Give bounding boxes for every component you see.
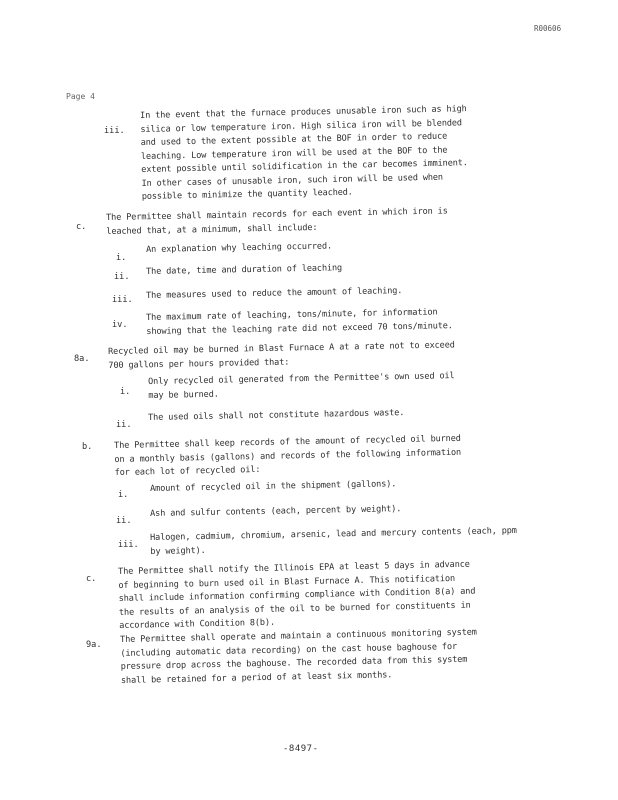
text-line: may be burned.: [148, 389, 219, 401]
item-label: 8a.: [74, 354, 90, 364]
text-line: Only recycled oil generated from the Permittee's own used oil: [148, 371, 455, 387]
text-line: and used to the extent possible at the BOF in order to reduce: [140, 131, 448, 148]
text-line: pressure drop across the baghouse. The recorded data from this system: [120, 654, 468, 672]
text-line: The Permittee shall operate and maintain a continuous monitoring system: [120, 627, 477, 645]
paragraph: [118, 559, 476, 634]
paragraph: [108, 339, 455, 373]
item-label: iii.: [104, 126, 125, 136]
text-line: The Permittee shall keep records of the amount of recycled oil burned: [114, 433, 461, 451]
text-line: accordance with Condition 8(b).: [119, 617, 276, 631]
text-line: Recycled oil may be burned in Blast Furnace A at a rate not to exceed: [108, 340, 455, 357]
text-line: on a monthly basis (gallons) and records of the following information: [114, 447, 462, 465]
item-label: b.: [82, 442, 93, 452]
paragraph: [140, 103, 468, 204]
text-line: of beginning to burn used oil in Blast Furnace A. This notification: [118, 573, 456, 591]
item-label: ii.: [114, 272, 130, 282]
paragraph: [114, 433, 461, 481]
text-line: The Permittee shall notify the Illinois EPA at least 5 days in advance: [118, 559, 470, 577]
paragraph: [146, 262, 342, 279]
text-line: for each lot of recycled oil:: [114, 464, 261, 478]
text-line: An explanation why leaching occurred.: [146, 241, 333, 255]
paragraph: [146, 306, 453, 339]
item-label: ii.: [116, 516, 132, 526]
text-line: The used oils shall not constitute hazardous waste.: [148, 408, 405, 423]
text-line: Amount of recycled oil in the shipment (gallons).: [150, 479, 397, 494]
text-line: The measures used to reduce the amount of leaching.: [146, 286, 403, 301]
text-line: the results of an analysis of the oil to be burned for constituents in: [118, 600, 471, 618]
paragraph: [120, 627, 478, 688]
text-line: shall include information confirming compliance with Condition 8(a) and: [118, 586, 476, 604]
paragraph: [106, 205, 448, 239]
text-line: Ash and sulfur contents (each, percent by weight).: [150, 504, 402, 519]
paragraph: [150, 503, 401, 521]
text-line: (including automatic data recording) on the cast house baghouse for: [120, 641, 458, 659]
paragraph: [148, 370, 455, 403]
item-label: 9a.: [86, 640, 102, 650]
text-line: The Permittee shall maintain records for each event in which iron is: [106, 206, 448, 223]
text-line: leaching. Low temperature iron will be used at the BOF to the: [140, 145, 448, 162]
text-line: The date, time and duration of leaching: [146, 263, 343, 277]
item-label: c.: [76, 222, 87, 232]
paragraph: [148, 407, 404, 425]
text-line: silica or low temperature iron. High silica iron will be blended: [140, 117, 462, 135]
paragraph: [150, 478, 396, 496]
text-line: In the event that the furnace produces unusable iron such as high: [140, 104, 467, 121]
paragraph: [146, 240, 332, 257]
text-line: Halogen, cadmium, chromium, arsenic, lead and mercury contents (each, ppm: [150, 525, 517, 543]
text-line: shall be retained for a period of at least six months.: [120, 669, 393, 686]
paragraph: [150, 525, 517, 559]
item-label: iii.: [118, 540, 139, 550]
text-line: leached that, at a minimum, shall include:: [106, 222, 318, 237]
item-label: i.: [120, 387, 131, 397]
text-line: showing that the leaching rate did not exceed 70 tons/minute.: [146, 320, 453, 337]
item-label: iii.: [112, 295, 133, 305]
item-label: i.: [116, 253, 127, 263]
text-line: The maximum rate of leaching, tons/minute, for information: [146, 307, 438, 323]
page-label: Page 4: [66, 92, 95, 101]
text-line: extent possible until solidification in the car becomes imminent.: [141, 158, 468, 175]
page-number: -8497-: [283, 744, 319, 754]
item-label: ii.: [116, 420, 132, 430]
item-label: c.: [86, 574, 97, 584]
text-line: 700 gallons per hours provided that:: [108, 357, 290, 371]
item-label: i.: [118, 490, 129, 500]
text-line: possible to minimize the quantity leached.: [141, 187, 353, 202]
text-line: In other cases of unusable iron, such iron will be used when: [141, 172, 444, 189]
item-label: iv.: [112, 320, 128, 330]
text-line: by weight).: [150, 545, 206, 557]
document-id: R00606: [534, 24, 562, 33]
paragraph: [146, 285, 402, 303]
